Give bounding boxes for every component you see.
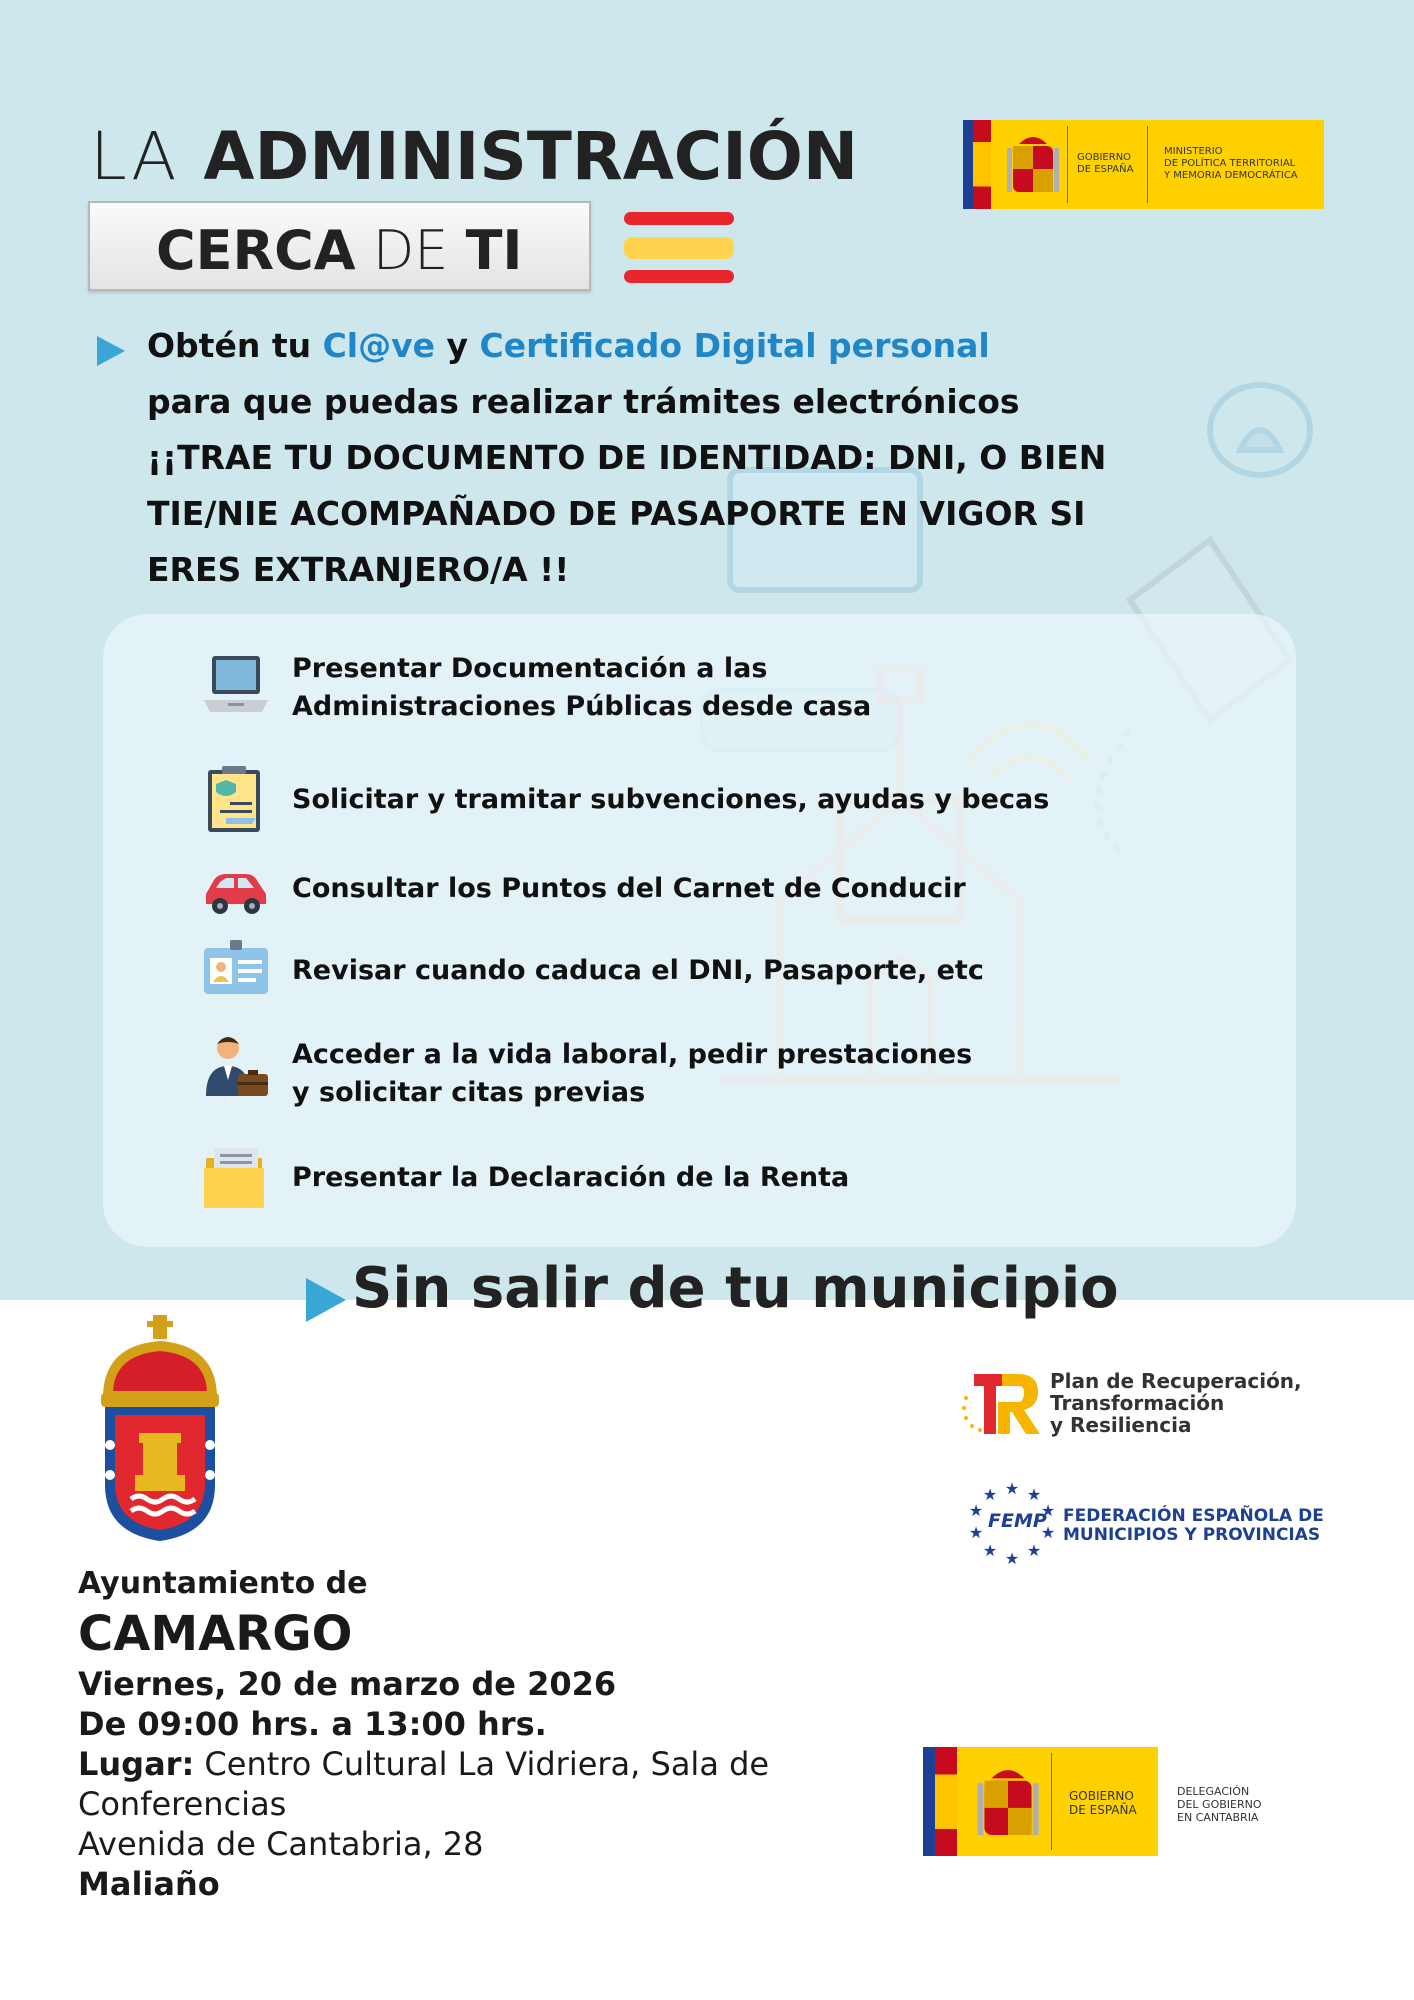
subtitle-word-ti: TI	[465, 219, 523, 282]
spain-coat-of-arms-icon	[1005, 128, 1061, 200]
ministerio-line-3: Y MEMORIA DEMOCRÁTICA	[1164, 170, 1298, 181]
worker-icon	[200, 1030, 272, 1102]
femp-badge: FEMP	[988, 1510, 1047, 1532]
clave-text: Cl@ve	[322, 326, 436, 365]
intro-line-5: ERES EXTRANJERO/A !!	[147, 550, 570, 589]
page-title: LA ADMINISTRACIÓN	[90, 118, 859, 195]
event-place-1: Centro Cultural La Vidriera, Sala de	[204, 1745, 770, 1783]
subtitle-word-de: DE	[372, 219, 449, 282]
clipboard-icon	[200, 764, 272, 836]
slogan: Sin salir de tu municipio	[352, 1256, 1119, 1321]
event-place-label: Lugar:	[78, 1745, 195, 1783]
svg-text:★: ★	[1004, 1549, 1020, 1566]
id-card-icon	[200, 936, 272, 1008]
municipio-name: CAMARGO	[78, 1606, 353, 1662]
ministerio-line-2: DE POLÍTICA TERRITORIAL	[1164, 158, 1296, 169]
camargo-coat-of-arms-icon	[95, 1315, 225, 1543]
svg-text:★: ★	[982, 1541, 998, 1560]
service-item-renta: Presentar la Declaración de la Renta	[292, 1162, 850, 1193]
flag-stripe-yellow	[624, 237, 734, 259]
svg-text:★: ★	[1040, 1523, 1056, 1542]
event-locality: Maliaño	[78, 1865, 220, 1903]
service-item-vida-laboral: Acceder a la vida laboral, pedir prestaciones y solicitar citas previas	[292, 1039, 973, 1108]
femp-text: FEDERACIÓN ESPAÑOLA DE MUNICIPIOS Y PROVINCIAS	[1063, 1506, 1324, 1545]
service-item-carnet: Consultar los Puntos del Carnet de Conducir	[292, 873, 966, 904]
svg-text:★: ★	[982, 1485, 998, 1504]
svg-text:★: ★	[1026, 1541, 1042, 1560]
gobierno-line-1: GOBIERNO	[1077, 152, 1132, 163]
certificado-text: Certificado Digital personal	[479, 326, 990, 365]
gobierno-ministerio-logo	[963, 120, 1324, 209]
prtr-logo-icon	[958, 1368, 1044, 1438]
event-place-2: Conferencias	[78, 1785, 287, 1823]
subtitle-box	[88, 201, 591, 291]
folder-icon	[200, 1142, 272, 1214]
bottom-gobierno-line-2: DE ESPAÑA	[1069, 1803, 1137, 1817]
service-item-dni: Revisar cuando caduca el DNI, Pasaporte, etc	[292, 955, 984, 986]
svg-text:★: ★	[1026, 1485, 1042, 1504]
prtr-text: Plan de Recuperación, Transformación y Resiliencia	[1050, 1369, 1302, 1437]
svg-text:★: ★	[968, 1501, 984, 1520]
slogan-arrow-icon	[306, 1278, 346, 1322]
flag-stripe-red-bottom	[624, 270, 734, 283]
intro-arrow-icon	[97, 336, 125, 366]
event-hours: De 09:00 hrs. a 13:00 hrs.	[78, 1705, 547, 1743]
bottom-gobierno-line-1: GOBIERNO	[1069, 1789, 1134, 1803]
flag-stripe-red-top	[624, 212, 734, 225]
subtitle-word-cerca: CERCA	[156, 219, 356, 282]
delegacion-text: DELEGACIÓN DEL GOBIERNO EN CANTABRIA	[1177, 1785, 1262, 1824]
gobierno-delegacion-logo	[923, 1747, 1158, 1856]
event-details	[78, 1664, 769, 1904]
service-item-subvenciones: Solicitar y tramitar subvenciones, ayudas y becas	[292, 784, 1050, 815]
ministerio-line-1: MINISTERIO	[1164, 146, 1223, 157]
intro-text: Obtén tu Cl@ve y Certificado Digital personal para que puedas realizar trámites electrónicos ¡¡TRAE TU DOCUMENTO DE IDENTIDAD: DNI, O BIEN TIE/NIE ACOMPAÑADO DE PASAPORTE EN VIGOR SI ERES EXTRANJERO/A !!	[147, 318, 1106, 598]
event-address: Avenida de Cantabria, 28	[78, 1825, 484, 1863]
spain-coat-of-arms-icon-bottom	[975, 1759, 1041, 1845]
svg-text:★: ★	[1040, 1501, 1056, 1520]
gobierno-line-2: DE ESPAÑA	[1077, 164, 1134, 175]
svg-text:★: ★	[968, 1523, 984, 1542]
laptop-icon	[200, 650, 272, 722]
intro-line-2: para que puedas realizar trámites electrónicos	[147, 382, 1020, 421]
intro-line-3: ¡¡TRAE TU DOCUMENTO DE IDENTIDAD: DNI, O BIEN	[147, 438, 1107, 477]
ayuntamiento-label: Ayuntamiento de	[78, 1566, 368, 1601]
svg-text:★: ★	[1004, 1480, 1020, 1498]
car-icon	[200, 854, 272, 926]
intro-line-4: TIE/NIE ACOMPAÑADO DE PASAPORTE EN VIGOR SI	[147, 494, 1086, 533]
event-date: Viernes, 20 de marzo de 2026	[78, 1665, 617, 1703]
service-item-documentacion: Presentar Documentación a las Administraciones Públicas desde casa	[292, 653, 872, 722]
